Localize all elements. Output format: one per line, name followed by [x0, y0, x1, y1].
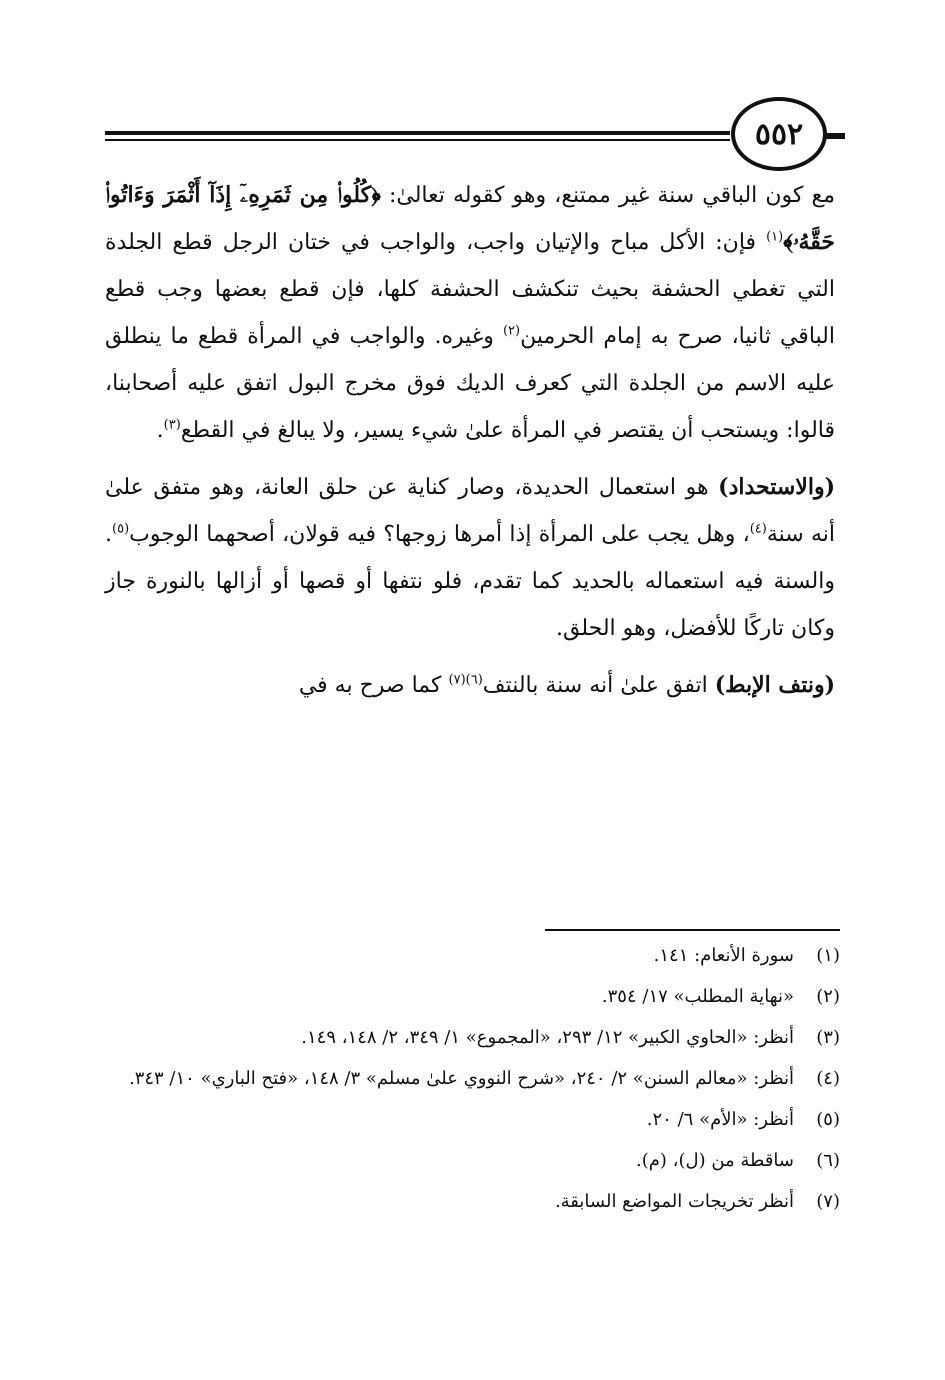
- paragraph-1: مع كون الباقي سنة غير ممتنع، وهو كقوله تعالىٰ: ﴿كُلُوا۟ مِن ثَمَرِهِۦٓ إِذَآ أَثْمَرَ وَءَاتُوا۟ حَقَّهُۥ﴾$^{(١)}$ فإن: الأكل مباح والإتيان واجب، والواجب في ختان الرجل قطع الجلدة التي تغطي الحشفة بحيث تنكشف الحشفة كلها، فإن قطع بعضها وجب قطع الباقي ثانيا، صرح به إمام الحرمين$^{(٢)}$ وغيره. والواجب في المرأة قطع ما ينطلق عليه الاسم من الجلدة التي كعرف الديك فوق مخرج البول اتفق عليه أصحابنا، قالوا: ويستحب أن يقتصر في المرأة علىٰ شيء يسير، ولا يبالغ في القطع$^{(٣)}$.: [105, 182, 835, 443]
- footnote: (٤) أنظر: «معالم السنن» ٢/ ٢٤٠، «شرح النووي علىٰ مسلم» ٣/ ١٤٨، «فتح الباري» ١٠/ ٣٤٣.: [128, 1068, 840, 1089]
- footnote-ref-5: (٥): [112, 521, 130, 537]
- header-rule-thin: [105, 139, 730, 141]
- footnotes: [105, 940, 840, 1227]
- footnote: (٥) أنظر: «الأم» ٦/ ٢٠.: [646, 1109, 840, 1130]
- footnote-ref-3: (٣): [163, 417, 181, 433]
- footnote: (٢) «نهاية المطلب» ١٧/ ٣٥٤.: [601, 986, 840, 1007]
- page-header: [105, 95, 845, 175]
- paragraph-3: (ونتف الإبط) اتفق علىٰ أنه سنة بالنتف$^{(٦)(٧)}$ كما صرح به في: [298, 672, 835, 698]
- footnote: (٣) أنظر: «الحاوي الكبير» ١٢/ ٢٩٣، «المجموع» ١/ ٣٤٩، ٢/ ١٤٨، ١٤٩.: [301, 1027, 840, 1048]
- footnote-ref-1: (١): [766, 229, 784, 245]
- footnote-ref-6-7: (٦)(٧): [448, 672, 483, 688]
- footnote-ref-2: (٢): [502, 323, 521, 339]
- term-natf-al-ibt: (ونتف الإبط): [714, 672, 835, 698]
- footnote-ref-4: (٤): [749, 521, 767, 537]
- paragraph-2: (والاستحداد) هو استعمال الحديدة، وصار كناية عن حلق العانة، وهو متفق علىٰ أنه سنة$^{(٤)}$، وهل يجب على المرأة إذا أمرها زوجها؟ فيه قولان، أصحهما الوجوب$^{(٥)}$. والسنة فيه استعماله بالحديد كما تقدم، فلو نتفها أو قصها أو أزالها بالنورة جاز وكان تاركًا للأفضل، وهو الحلق.: [105, 474, 835, 641]
- quran-verse: ﴿كُلُوا۟ مِن ثَمَرِهِۦٓ إِذَآ أَثْمَرَ وَءَاتُوا۟ حَقَّهُۥ﴾: [105, 182, 835, 255]
- footnote: (٦) ساقطة من (ل)، (م).: [636, 1150, 840, 1171]
- term-istihdad: (والاستحداد): [718, 474, 835, 500]
- header-rule-thick: [105, 131, 730, 135]
- page-number-oval: [731, 97, 827, 171]
- footnote-separator: [545, 929, 840, 931]
- footnote: (١) سورة الأنعام: ١٤١.: [653, 945, 840, 966]
- main-text: [105, 172, 835, 709]
- footnote: (٧) أنظر تخريجات المواضع السابقة.: [554, 1191, 840, 1212]
- page-number: ٥٥٢: [754, 116, 804, 152]
